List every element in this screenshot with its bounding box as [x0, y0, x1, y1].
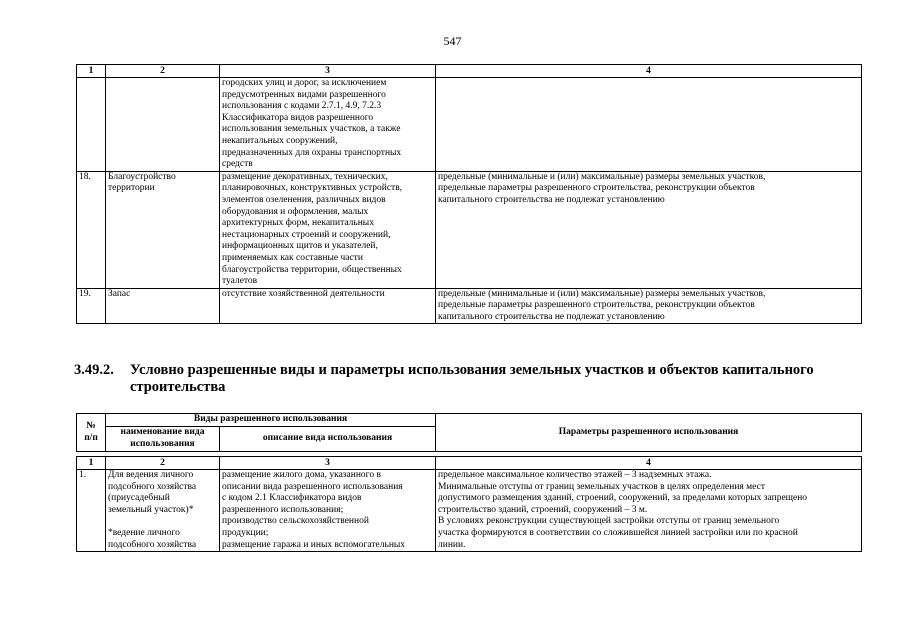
text-line: капитального строительства не подлежат установлению: [438, 311, 665, 322]
text-line: предусмотренных видами разрешенного: [222, 89, 386, 100]
text-line: применяемых как составные части: [222, 252, 363, 263]
text-line: производство сельскохозяйственной: [222, 516, 369, 527]
text-line: Запас: [108, 288, 131, 299]
row-number: 18.: [77, 171, 106, 288]
text-line: планировочных, конструктивных устройств,: [222, 183, 403, 194]
text-line: использования земельных участков, а также: [222, 124, 401, 135]
row-number: 19.: [77, 288, 106, 324]
text-line: размещение гаража и иных вспомогательных: [222, 539, 406, 550]
column-index: 2: [106, 65, 220, 78]
header-number-sign: №: [86, 420, 96, 431]
text-line: размещение жилого дома, указанного в: [222, 470, 381, 480]
text-line: благоустройства территории, общественных: [222, 264, 402, 275]
text-line: предельные параметры разрешенного строительства, реконструкции объектов: [438, 183, 755, 194]
text-line: некапитальных сооружений,: [222, 135, 338, 146]
table-row: [77, 470, 862, 552]
text-line: предельные (минимальные и (или) максимальные) размеры земельных участков,: [438, 171, 766, 182]
text-line: Минимальные отступы от границ земельных участков в целях определения мест: [438, 481, 765, 492]
text-line: средств: [222, 159, 253, 170]
section-number: 3.49.2.: [74, 362, 114, 378]
use-parameters: [436, 78, 862, 172]
text-line: Классификатора видов разрешенного: [222, 112, 374, 123]
header-number-abbrev: п/п: [84, 432, 98, 443]
text-line: земельный участок)*: [108, 504, 194, 515]
table-row: [77, 78, 862, 172]
text-line: разрешенного использования;: [222, 504, 344, 515]
text-line: описании вида разрешенного использования: [222, 481, 403, 492]
name-column-header: [106, 427, 220, 452]
text-line: городских улиц и дорог, за исключением: [222, 78, 387, 88]
table-row: [77, 288, 862, 324]
use-type-name: [106, 470, 220, 552]
row-number: 1.: [77, 470, 106, 552]
conditional-use-table: [76, 413, 862, 552]
column-index: 4: [436, 457, 862, 470]
column-index-row: [77, 457, 862, 470]
column-index-row: [77, 65, 862, 78]
column-number-header: [77, 414, 106, 452]
section-title-line2: строительства: [130, 379, 226, 395]
parameters-header: Параметры разрешенного использования: [436, 414, 862, 452]
page-number: 547: [443, 34, 462, 48]
text-line: допустимого размещения зданий, строений, сооружений, за пределами которых запрещено: [438, 493, 808, 504]
use-type-description: [220, 470, 436, 552]
section-title-line1: Условно разрешенные виды и параметры использования земельных участков и объектов капитального: [130, 362, 814, 378]
text-line: *ведение личного: [108, 527, 180, 538]
column-index: 1: [77, 65, 106, 78]
section-heading: [74, 362, 864, 396]
text-line: предельные (минимальные и (или) максимальные) размеры земельных участков,: [438, 288, 766, 299]
text-line: территории: [108, 183, 155, 194]
text-line: нестационарных строений и сооружений,: [222, 229, 391, 240]
text-line: подсобного хозяйства: [108, 481, 197, 492]
use-type-description: [220, 288, 436, 324]
text-line: (приусадебный: [108, 493, 170, 504]
text-line: В условиях реконструкции существующей застройки отступы от границ земельного: [438, 516, 780, 527]
use-type-name: [106, 171, 220, 288]
name-header-line: использования: [130, 439, 195, 449]
row-number: [77, 78, 106, 172]
text-line: отсутствие хозяйственной деятельности: [222, 288, 385, 299]
use-type-description: [220, 171, 436, 288]
description-column-header: описание вида использования: [220, 427, 436, 452]
text-line: продукции;: [222, 527, 269, 538]
column-index: 1: [77, 457, 106, 470]
text-line: участка формируются в соответствии со сложившейся линией застройки или по красной: [438, 527, 798, 538]
land-use-table-main: [76, 64, 862, 324]
text-line: архитектурных форм, некапитальных: [222, 218, 374, 229]
text-line: Благоустройство: [108, 171, 176, 182]
name-header-line: наименование вида: [120, 427, 205, 438]
text-line: Для ведения личного: [108, 470, 194, 480]
column-index: 2: [106, 457, 220, 470]
text-line: [108, 516, 217, 528]
text-line: размещение декоративных, технических,: [222, 171, 388, 182]
text-line: предельные параметры разрешенного строительства, реконструкции объектов: [438, 300, 755, 311]
use-type-name: [106, 78, 220, 172]
text-line: туалетов: [222, 276, 258, 287]
use-parameters: [436, 171, 862, 288]
text-line: предельное максимальное количество этажей – 3 надземных этажа.: [438, 470, 712, 480]
use-types-group-header: Виды разрешенного использования: [106, 414, 436, 427]
text-line: линии.: [438, 539, 466, 550]
text-line: элементов озеленения, различных видов: [222, 194, 386, 205]
text-line: предназначенных для охраны транспортных: [222, 147, 402, 158]
text-line: капитального строительства не подлежат установлению: [438, 194, 665, 205]
table-row: [77, 171, 862, 288]
use-type-description: [220, 78, 436, 172]
use-parameters: [436, 470, 862, 552]
use-parameters: [436, 288, 862, 324]
text-line: использования с кодами 2.7.1, 4.9, 7.2.3: [222, 101, 382, 112]
column-index: 3: [220, 65, 436, 78]
column-index: 4: [436, 65, 862, 78]
text-line: с кодом 2.1 Классификатора видов: [222, 493, 362, 504]
group-header-row: [77, 414, 862, 427]
text-line: подсобного хозяйства: [108, 539, 197, 550]
use-type-name: [106, 288, 220, 324]
text-line: информационных щитов и указателей,: [222, 241, 378, 252]
text-line: оборудования и оформления, малых: [222, 206, 369, 217]
column-index: 3: [220, 457, 436, 470]
text-line: строительство зданий, строений, сооружений – 3 м.: [438, 504, 648, 515]
